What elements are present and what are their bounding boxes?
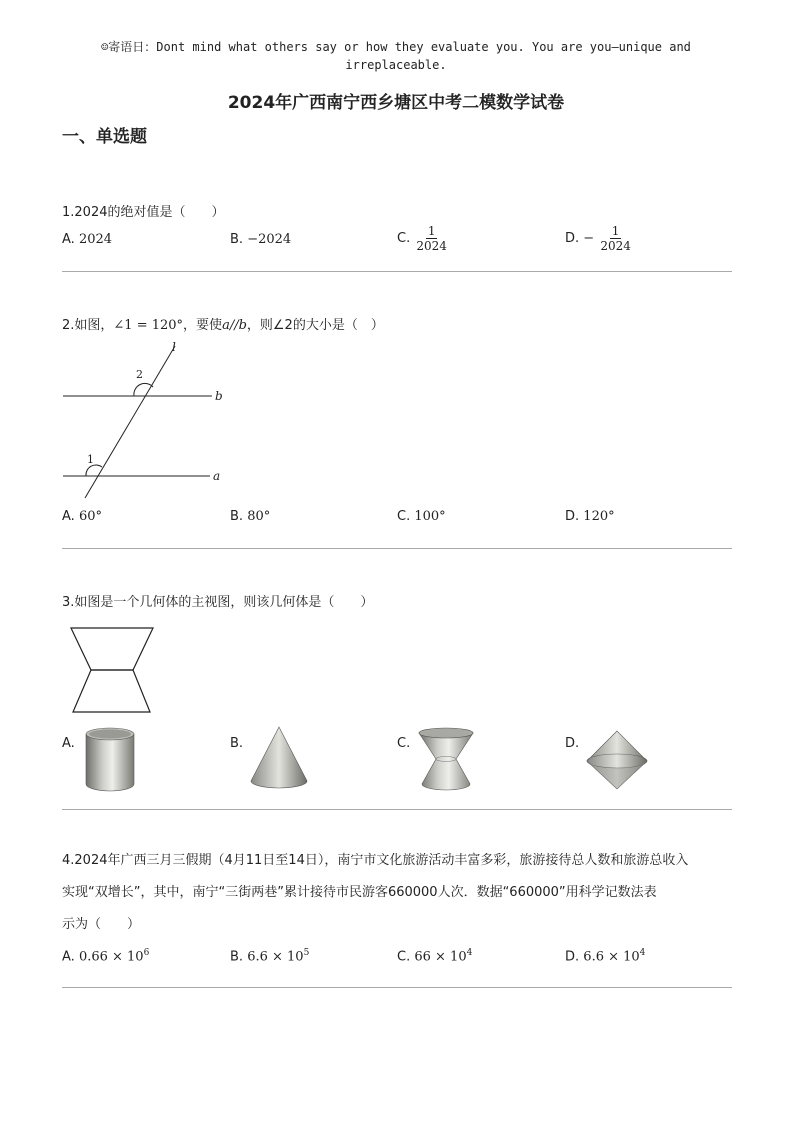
q3-option-d-double-cone: [584, 728, 650, 792]
q4-option-d-label: D.: [565, 949, 580, 965]
q2-option-d: [565, 509, 615, 524]
angle-2-arc: [134, 383, 153, 396]
q4-option-c: [397, 948, 472, 964]
q1-option-a: [62, 232, 112, 247]
q4-option-b: [230, 948, 309, 964]
q4-option-a-base: 0.66 × 10: [78, 949, 144, 965]
q4-option-b-exponent: 5: [303, 948, 310, 958]
q2-stem-mid: ，要使: [183, 318, 223, 333]
q1-option-b-label: B.: [230, 232, 244, 247]
q4-stem-line-1: 4.2024年广西三月三假期（4月11日至14日），南宁市文化旅游活动丰富多彩，旅游接待总人数和旅游总收入: [62, 853, 689, 868]
label-angle-2: 2: [136, 368, 143, 381]
q2-option-d-label: D.: [565, 509, 580, 524]
q1-option-c-denominator: 2024: [416, 239, 447, 253]
label-a: a: [213, 469, 221, 483]
q1-option-c: [397, 224, 449, 253]
q3-option-b-cone: [248, 724, 310, 790]
motto: [60, 38, 732, 74]
label-angle-1: 1: [87, 453, 94, 466]
q1-option-b-value: −2024: [247, 232, 292, 247]
q1-stem: 1.2024的绝对值是（ ）: [62, 205, 225, 220]
q4-stem: [62, 845, 734, 941]
q4-option-a: [62, 948, 149, 964]
q4-stem-line-2: 实现“双增长”，其中，南宁“三街两巷”累计接待市民游客660000人次．数据“660000”用科学记数法表: [62, 885, 657, 900]
q2-option-a-label: A.: [62, 509, 75, 524]
q4-option-a-label: A.: [62, 949, 75, 965]
divider: [62, 548, 732, 549]
q3-option-c-double-frustum: [416, 726, 476, 792]
q2-stem-parallel: a//b: [222, 318, 247, 333]
section-heading: 一、单选题: [62, 127, 147, 147]
divider: [62, 809, 732, 810]
q4-option-a-exponent: 6: [143, 948, 150, 958]
q4-option-b-base: 6.6 × 10: [247, 949, 304, 965]
q2-option-c-value: 100°: [414, 509, 446, 524]
q4-option-c-label: C.: [397, 949, 411, 965]
q2-stem-angle: ∠1 = 120°: [113, 318, 184, 333]
q4-stem-line-3: 示为（ ）: [62, 917, 141, 932]
label-b: b: [215, 389, 223, 403]
q3-option-a-cylinder: [82, 726, 138, 794]
label-l: l: [172, 340, 176, 354]
q4-option-c-exponent: 4: [466, 948, 473, 958]
q4-option-c-base: 66 × 10: [414, 949, 467, 965]
q2-option-b-value: 80°: [247, 509, 271, 524]
q1-option-d: [565, 224, 633, 253]
q2-option-c: [397, 509, 446, 524]
q2-stem-pre: 2.如图，: [62, 318, 114, 333]
q1-option-a-label: A.: [62, 232, 75, 247]
q4-option-d-base: 6.6 × 10: [583, 949, 640, 965]
q1-option-c-fraction: [414, 224, 449, 253]
q2-stem: [62, 314, 384, 333]
q1-option-c-label: C.: [397, 231, 411, 246]
q2-option-c-label: C.: [397, 509, 411, 524]
q2-option-d-value: 120°: [583, 509, 615, 524]
q4-option-d-exponent: 4: [639, 948, 646, 958]
q3-stem: 3.如图是一个几何体的主视图，则该几何体是（ ）: [62, 595, 374, 610]
q1-option-b: [230, 232, 291, 247]
motto-line-1: ☺寄语日：Dont mind what others say or how they evaluate you. You are you—unique and: [101, 40, 691, 54]
q3-option-c-label: C.: [397, 736, 411, 751]
q1-option-d-label: D.: [565, 231, 580, 246]
q1-option-a-value: 2024: [78, 232, 113, 247]
line-l: [85, 346, 175, 498]
q1-option-d-fraction: [598, 224, 633, 253]
q2-option-b-label: B.: [230, 509, 244, 524]
q3-option-d-label: D.: [565, 736, 580, 751]
q3-option-a-label: A.: [62, 736, 75, 751]
front-view-bottom-trapezoid: [73, 670, 150, 712]
q2-stem-post: ，则∠2的大小是（ ）: [246, 318, 384, 333]
q2-option-b: [230, 509, 270, 524]
q4-option-d: [565, 948, 645, 964]
divider: [62, 987, 732, 988]
q1-option-c-numerator: 1: [427, 224, 436, 238]
q3-option-b-label: B.: [230, 736, 244, 751]
front-view-top-trapezoid: [71, 628, 153, 670]
angle-1-arc: [86, 465, 102, 476]
q1-option-d-numerator: 1: [611, 224, 620, 238]
q3-front-view-figure: [68, 624, 158, 716]
q2-option-a-value: 60°: [78, 509, 102, 524]
divider: [62, 271, 732, 272]
q2-option-a: [62, 509, 102, 524]
page-title: 2024年广西南宁西乡塘区中考二模数学试卷: [227, 93, 565, 113]
q1-option-d-sign: −: [583, 231, 595, 246]
q1-option-d-denominator: 2024: [600, 239, 631, 253]
q4-option-b-label: B.: [230, 949, 244, 965]
q2-figure-parallel-lines: [60, 338, 240, 503]
motto-line-2: irreplaceable.: [345, 58, 447, 72]
